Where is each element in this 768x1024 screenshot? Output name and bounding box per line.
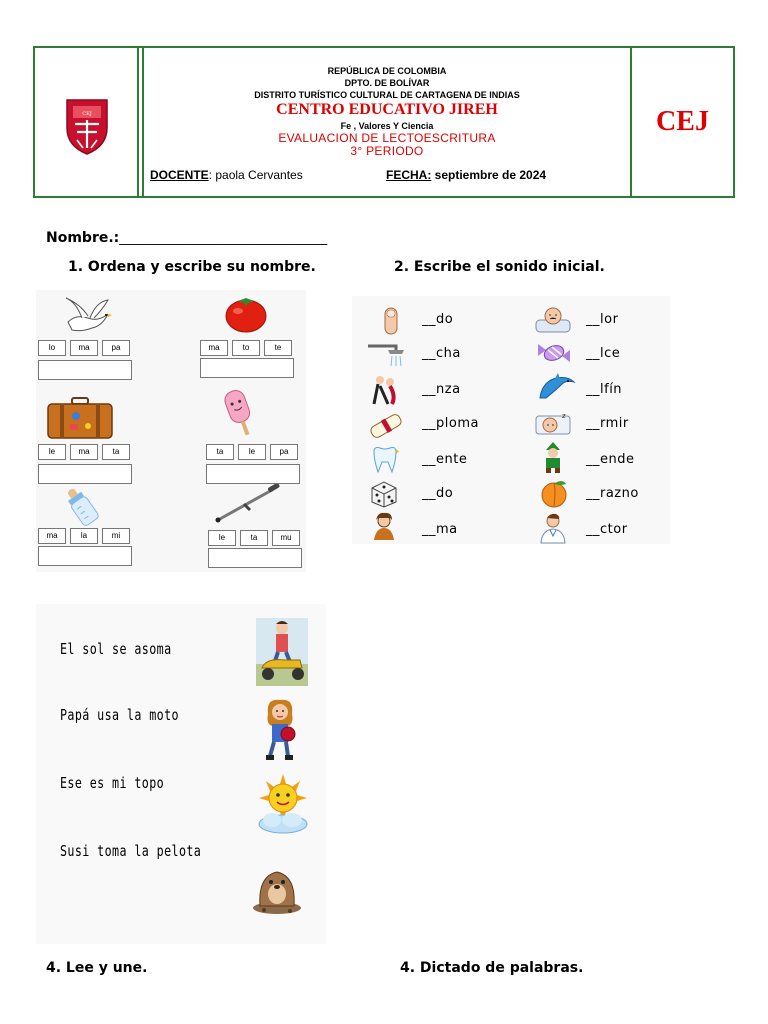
syllable-box: mi (102, 528, 130, 544)
tooth-icon (370, 446, 400, 474)
district-line: DISTRITO TURÍSTICO CULTURAL DE CARTAGENA DE INDIAS (254, 90, 520, 100)
name-line[interactable]: ________________________________ (119, 231, 328, 246)
svg-text:✦: ✦ (394, 448, 400, 456)
finger-icon (380, 306, 402, 336)
syllable-box: ma (38, 528, 66, 544)
motorbike-rider-icon[interactable] (256, 618, 308, 686)
dove-icon (62, 296, 114, 338)
initial-word: __do (422, 312, 454, 327)
syllables-suitcase (38, 444, 130, 460)
syllable-box: pa (102, 340, 130, 356)
syllable-box: ma (70, 340, 98, 356)
tomato-icon (222, 292, 270, 334)
initial-word: __lce (586, 346, 621, 361)
initial-word: __rmir (586, 416, 629, 431)
sick-person-icon (532, 304, 574, 334)
sentence-4[interactable]: Susi toma la pelota (60, 842, 202, 860)
initial-word: __razno (586, 486, 639, 501)
initial-word: __ente (422, 452, 468, 467)
date-field (386, 168, 546, 182)
elf-icon (540, 442, 566, 474)
teacher-label: DOCENTE (150, 168, 209, 182)
candy-icon (534, 338, 574, 368)
date-label: FECHA: (386, 168, 432, 182)
sentence-3[interactable]: Ese es mi topo (60, 774, 165, 792)
syllable-box: ma (70, 444, 98, 460)
mole-icon[interactable] (250, 858, 304, 914)
lady-icon (370, 512, 398, 542)
sleeping-icon (534, 410, 574, 436)
syllable-box: ta (102, 444, 130, 460)
section2-title: 2. Escribe el sonido inicial. (394, 259, 605, 275)
school-acronym: CEJ (656, 106, 709, 137)
answer-box-dove[interactable] (38, 360, 132, 380)
syllables-crutch (208, 530, 300, 546)
initial-word: __ma (422, 522, 458, 537)
title-cell (142, 48, 632, 196)
answer-box-bottle[interactable] (38, 546, 132, 566)
syllables-popsicle (206, 444, 298, 460)
suitcase-icon (46, 396, 114, 440)
peach-icon (536, 478, 572, 508)
dice-icon (368, 480, 400, 508)
initial-word: __ctor (586, 522, 628, 537)
answer-box-popsicle[interactable] (206, 464, 300, 484)
sentence-2[interactable]: Papá usa la moto (60, 706, 179, 724)
svg-text:z: z (562, 412, 566, 420)
initial-word: __lfín (586, 382, 623, 397)
logo-cell (35, 48, 139, 196)
syllable-box: lo (38, 340, 66, 356)
dancer-icon (368, 374, 400, 408)
crutch-icon (214, 484, 282, 524)
acronym-cell (632, 48, 733, 196)
shower-icon (366, 340, 412, 368)
syllable-box: ma (200, 340, 228, 356)
department-line: DPTO. DE BOLÍVAR (344, 78, 430, 88)
section1-title: 1. Ordena y escribe su nombre. (68, 259, 316, 275)
baby-bottle-icon (58, 486, 106, 528)
syllable-box: la (70, 528, 98, 544)
syllable-box: ta (206, 444, 234, 460)
initial-word: __ploma (422, 416, 479, 431)
section3-title: 4. Lee y une. (46, 960, 148, 976)
answer-box-crutch[interactable] (208, 548, 302, 568)
syllable-box: mu (272, 530, 300, 546)
period-label: 3° PERIODO (350, 144, 424, 158)
syllables-bottle (38, 528, 130, 544)
initial-word: __nza (422, 382, 461, 397)
popsicle-icon (220, 388, 260, 440)
syllable-box: ta (240, 530, 268, 546)
syllable-box: to (232, 340, 260, 356)
initial-word: __ende (586, 452, 635, 467)
evaluation-title: EVALUACION DE LECTOESCRITURA (278, 131, 496, 145)
initial-word: __do (422, 486, 454, 501)
sentence-1[interactable]: El sol se asoma (60, 640, 172, 658)
syllable-box: te (264, 340, 292, 356)
section4-title: 4. Dictado de palabras. (400, 960, 584, 976)
initial-sound-exercise (352, 296, 670, 544)
syllables-dove (38, 340, 130, 356)
read-and-match-exercise (36, 604, 326, 944)
syllables-tomato (200, 340, 292, 356)
syllable-box: pa (270, 444, 298, 460)
syllable-box: le (208, 530, 236, 546)
syllable-box: le (38, 444, 66, 460)
initial-word: __cha (422, 346, 461, 361)
date-value: septiembre de 2024 (431, 168, 547, 182)
header-table (33, 46, 735, 198)
diploma-icon (366, 410, 406, 442)
girl-with-ball-icon[interactable] (260, 698, 300, 762)
initial-word: __lor (586, 312, 619, 327)
school-name: CENTRO EDUCATIVO JIREH (276, 101, 498, 118)
answer-box-tomato[interactable] (200, 358, 294, 378)
school-motto: Fe , Valores Y Ciencia (340, 121, 434, 131)
dolphin-icon (536, 372, 576, 402)
syllable-box: le (238, 444, 266, 460)
sun-with-cloud-icon[interactable] (256, 772, 310, 836)
name-label: Nombre.: (46, 230, 120, 246)
answer-box-suitcase[interactable] (38, 464, 132, 484)
svg-text:CEJ: CEJ (82, 111, 92, 117)
teacher-field (150, 168, 303, 182)
teacher-value: : paola Cervantes (208, 168, 303, 182)
doctor-icon (538, 512, 568, 544)
order-syllables-exercise (36, 290, 306, 572)
country-line: REPÚBLICA DE COLOMBIA (327, 66, 447, 76)
school-shield-icon (63, 96, 111, 156)
student-name-field[interactable] (46, 230, 327, 246)
